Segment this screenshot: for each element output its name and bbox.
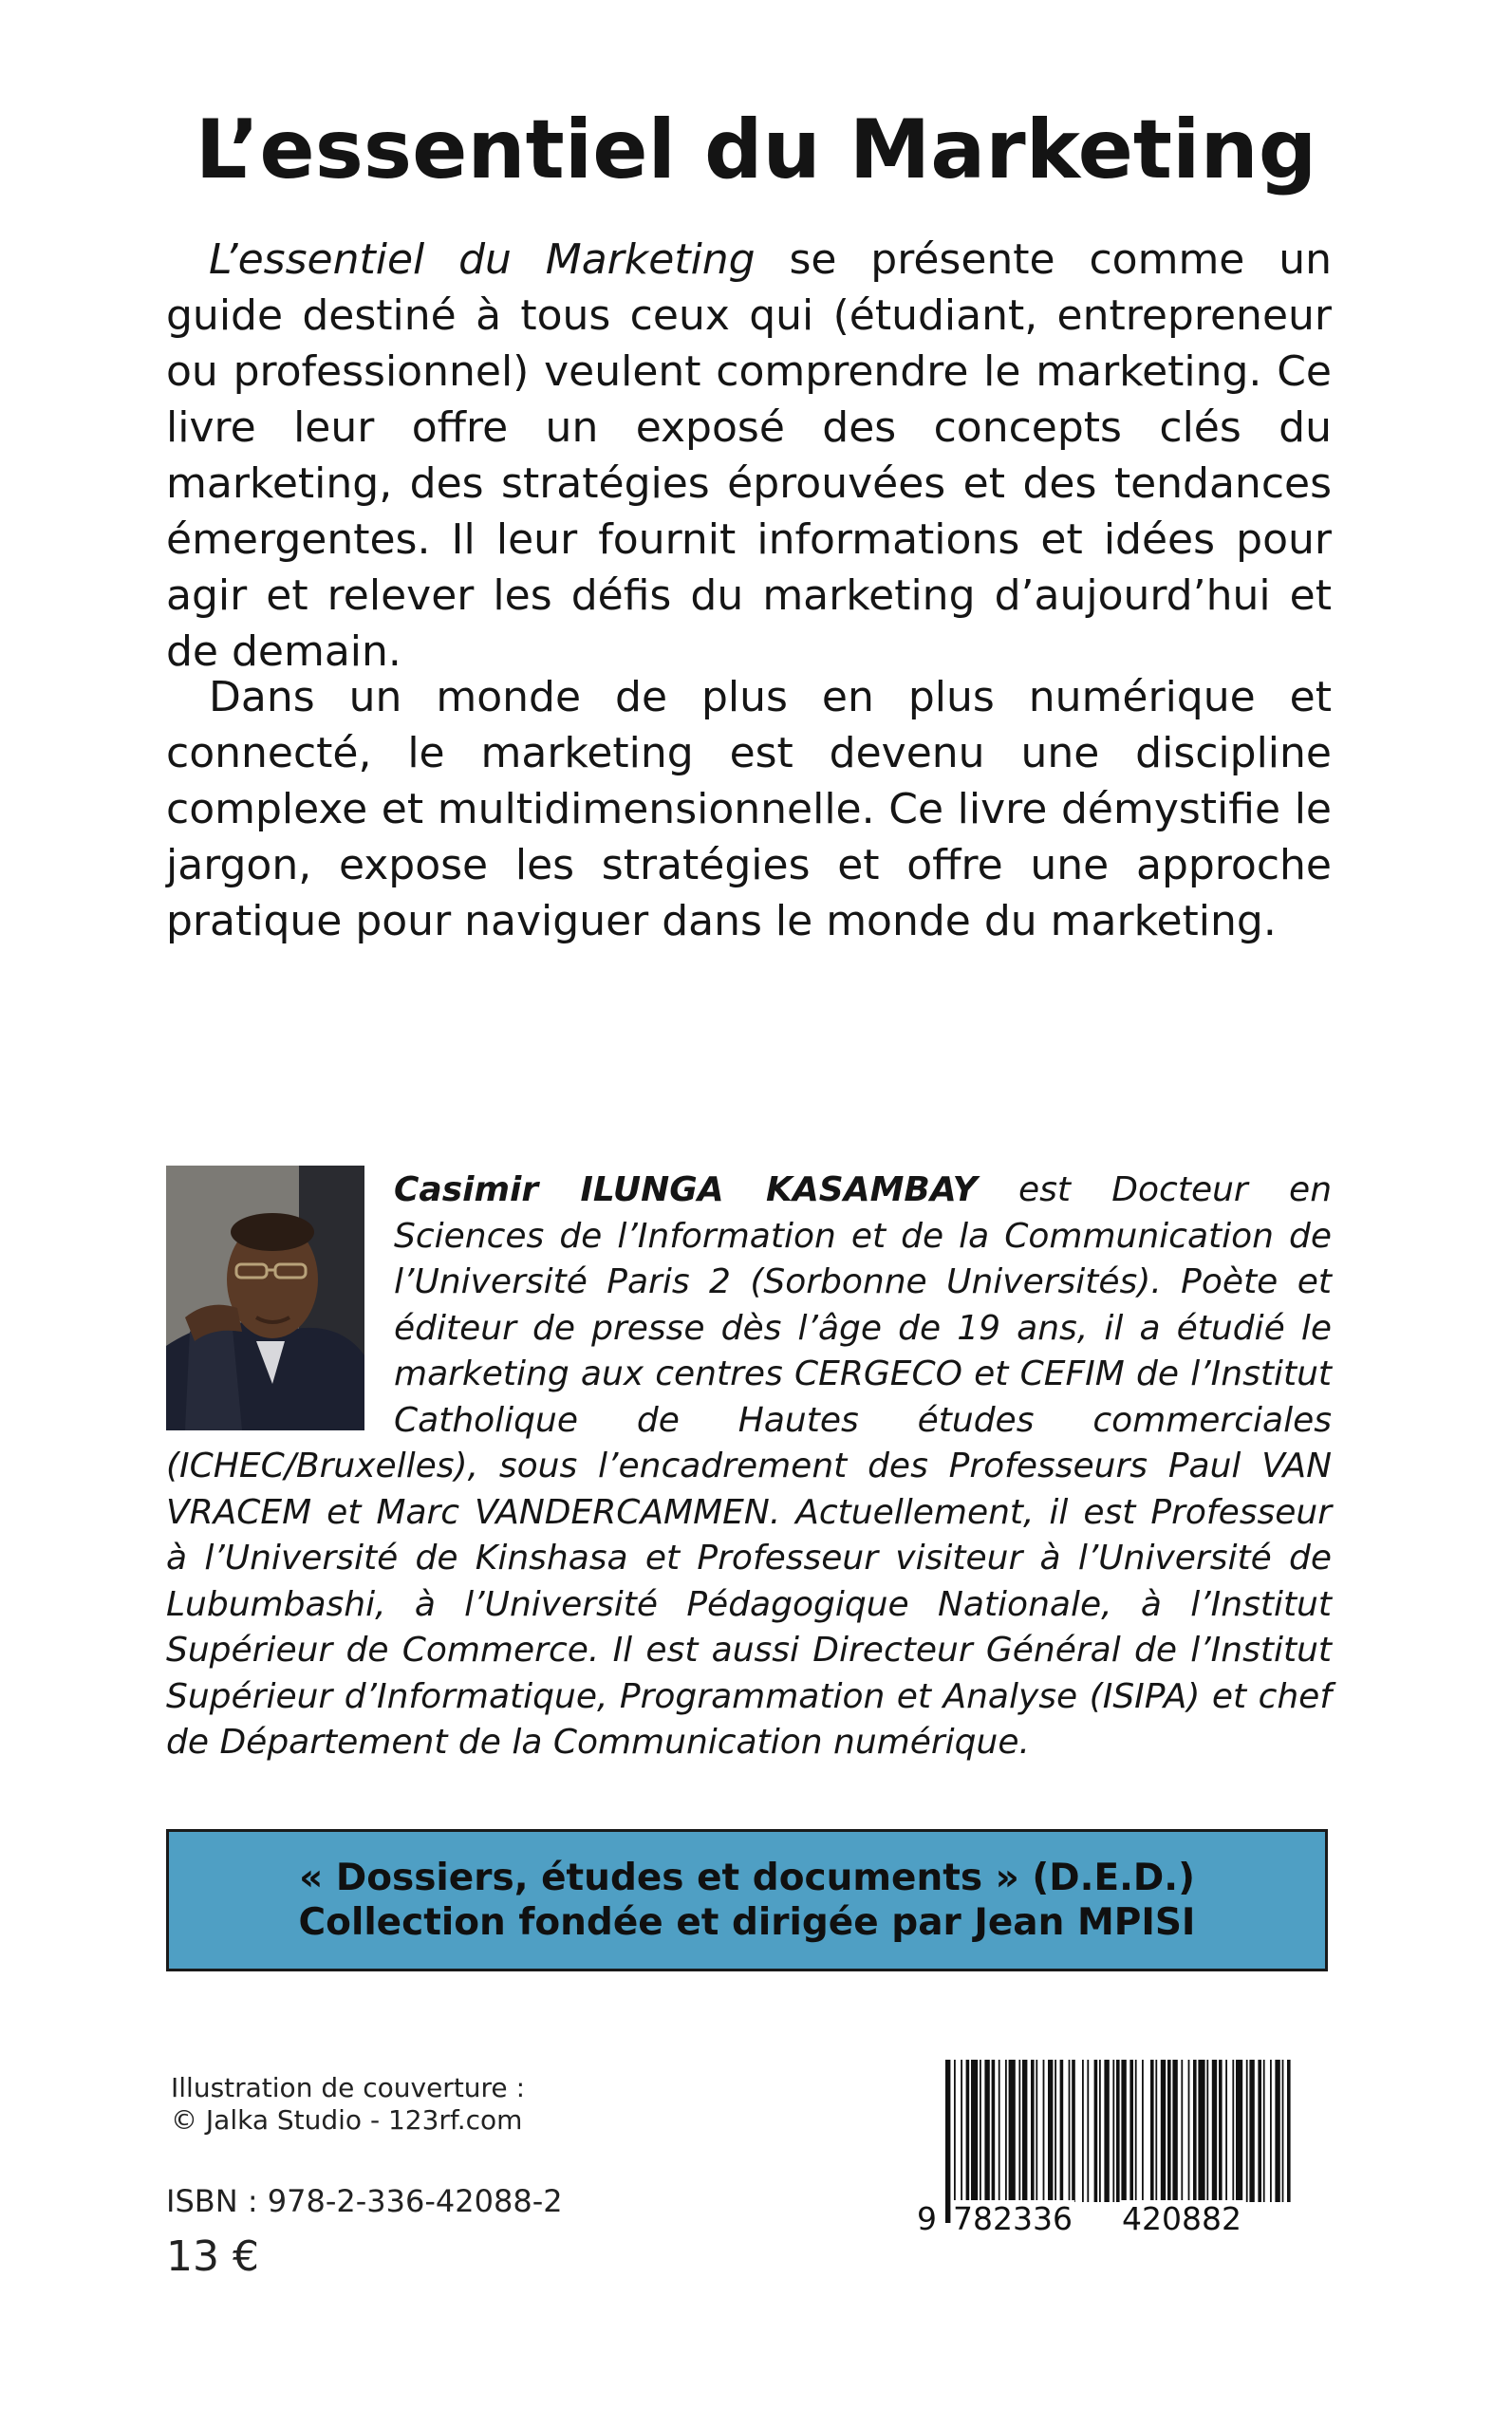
credits-label: Illustration de couverture : — [171, 2072, 525, 2103]
barcode-bar — [1249, 2060, 1254, 2202]
barcode-bar — [1172, 2060, 1177, 2202]
barcode-bar — [1129, 2060, 1133, 2202]
barcode-bar — [1043, 2060, 1045, 2202]
price: 13 € — [166, 2232, 259, 2281]
barcode-bar — [1036, 2060, 1037, 2202]
barcode-bar — [1212, 2060, 1217, 2202]
barcode-bar — [1270, 2060, 1272, 2202]
barcode-bar — [1188, 2060, 1190, 2202]
barcode-first-digit: 9 — [917, 2200, 937, 2237]
barcode-bar — [1206, 2060, 1208, 2202]
barcode-bar — [1094, 2060, 1098, 2202]
barcode-bar — [1232, 2060, 1234, 2202]
author-bio-text: est Docteur en Sciences de l’Information et de la Communication de l’Université Paris 2 (Sorbonne Universités). Poète et éditeur de presse dès l’âge de 19 ans, il a étudié le marketing aux centres CERGECO et CEFIM de l’Institut Catholique de Hautes études commerciales (ICHEC/Bruxelles), sous l’encadrement des Professeurs Paul VAN VRACEM et Marc VANDERCAMMEN. Actuellement, il est Professeur à l’Université de Kinshasa et Professeur visiteur à l’Université de Lubumbashi, à l’Université Pédagogique Nationale, à l’Institut Supérieur de Commerce. Il est aussi Directeur Général de l’Institut Supérieur d’Informatique, Programmation et Analyse (ISIPA) et chef de Département de la Communication numérique. — [166, 1170, 1333, 1762]
book-title: L’essentiel du Marketing — [195, 103, 1317, 197]
barcode-bar — [1198, 2060, 1204, 2202]
barcode-bar — [1112, 2060, 1114, 2202]
barcode-bar — [1275, 2060, 1279, 2202]
cover-credits — [171, 2072, 525, 2137]
barcode-bar — [1099, 2060, 1101, 2202]
barcode-bar — [1219, 2060, 1223, 2202]
barcode-bar — [1181, 2060, 1183, 2202]
barcode-bar — [1121, 2060, 1126, 2202]
blurb-title-italic: L’essentiel du Marketing — [209, 235, 756, 284]
collection-box — [166, 1829, 1328, 1971]
author-last-name: ILUNGA KASAMBAY — [580, 1170, 978, 1209]
barcode-bar — [1022, 2060, 1027, 2202]
author-first-name: Casimir — [394, 1170, 581, 1209]
barcode-bar — [1263, 2060, 1265, 2202]
barcode-bar — [1005, 2060, 1007, 2202]
barcode-group-1: 782336 — [953, 2200, 1073, 2237]
barcode-bar — [971, 2060, 978, 2202]
author-bio — [166, 1167, 1332, 1766]
barcode-bar — [1246, 2060, 1248, 2202]
barcode-group-2: 420882 — [1122, 2200, 1241, 2237]
barcode-bar — [1287, 2060, 1291, 2202]
barcode-bar — [1282, 2060, 1284, 2202]
barcode-bar — [999, 2060, 1000, 2202]
barcode-bar — [1069, 2060, 1071, 2202]
blurb-paragraph-2: Dans un monde de plus en plus numérique et connecté, le marketing est devenu une discipline complexe et multidimensionnelle. Ce livre démystifie le jargon, expose les stratégies et offre une approche pratique pour naviguer dans le monde du marketing. — [166, 673, 1332, 945]
barcode-bar — [1018, 2060, 1020, 2202]
barcode-bar — [1167, 2060, 1171, 2223]
barcode-bar — [1193, 2060, 1197, 2202]
collection-title: « Dossiers, études et documents » (D.E.D.) — [299, 1857, 1195, 1899]
isbn: ISBN : 978-2-336-42088-2 — [166, 2183, 563, 2219]
barcode-bar — [1142, 2060, 1144, 2202]
barcode-bar — [1236, 2060, 1242, 2202]
barcode-bar — [1009, 2060, 1016, 2202]
barcode-bar — [961, 2060, 962, 2202]
barcode-bar — [1048, 2060, 1053, 2202]
barcode-bar — [1104, 2060, 1109, 2202]
blurb-paragraph-1 — [166, 232, 1332, 680]
barcode-bar — [992, 2060, 996, 2202]
barcode-bar — [1060, 2060, 1064, 2223]
collection-director: Collection fondée et dirigée par Jean MPISI — [298, 1901, 1196, 1944]
barcode-bar — [1225, 2060, 1227, 2202]
barcode-bar — [980, 2060, 981, 2202]
barcode-bar — [945, 2060, 950, 2223]
barcode-bar — [1087, 2060, 1089, 2202]
credits-source: © Jalka Studio - 123rf.com — [171, 2104, 523, 2136]
blurb-paragraph-1-text: se présente comme un guide destiné à tous ceux qui (étudiant, entrepreneur ou professionnel) veulent comprendre le marketing. Ce livre leur offre un exposé des concepts clés du marketing, des stratégies éprouvées et des tendances émergentes. Il leur fournit informations et idées pour agir et relever les défis du marketing d’aujourd’hui et de demain. — [166, 235, 1332, 676]
barcode-bar — [1082, 2060, 1084, 2202]
barcode-bar — [984, 2060, 989, 2202]
barcode-bar — [1116, 2060, 1120, 2202]
barcode-bar — [1155, 2060, 1157, 2202]
barcode-bar — [1161, 2060, 1166, 2202]
barcode-bar — [1031, 2060, 1035, 2202]
barcode-bar — [1150, 2060, 1154, 2202]
barcode-bar — [1072, 2060, 1075, 2202]
barcode-bar — [954, 2060, 956, 2223]
barcode-bar — [1135, 2060, 1137, 2202]
barcode-bar — [1258, 2060, 1261, 2202]
barcode-bar — [1055, 2060, 1056, 2223]
barcode-bar — [966, 2060, 970, 2202]
